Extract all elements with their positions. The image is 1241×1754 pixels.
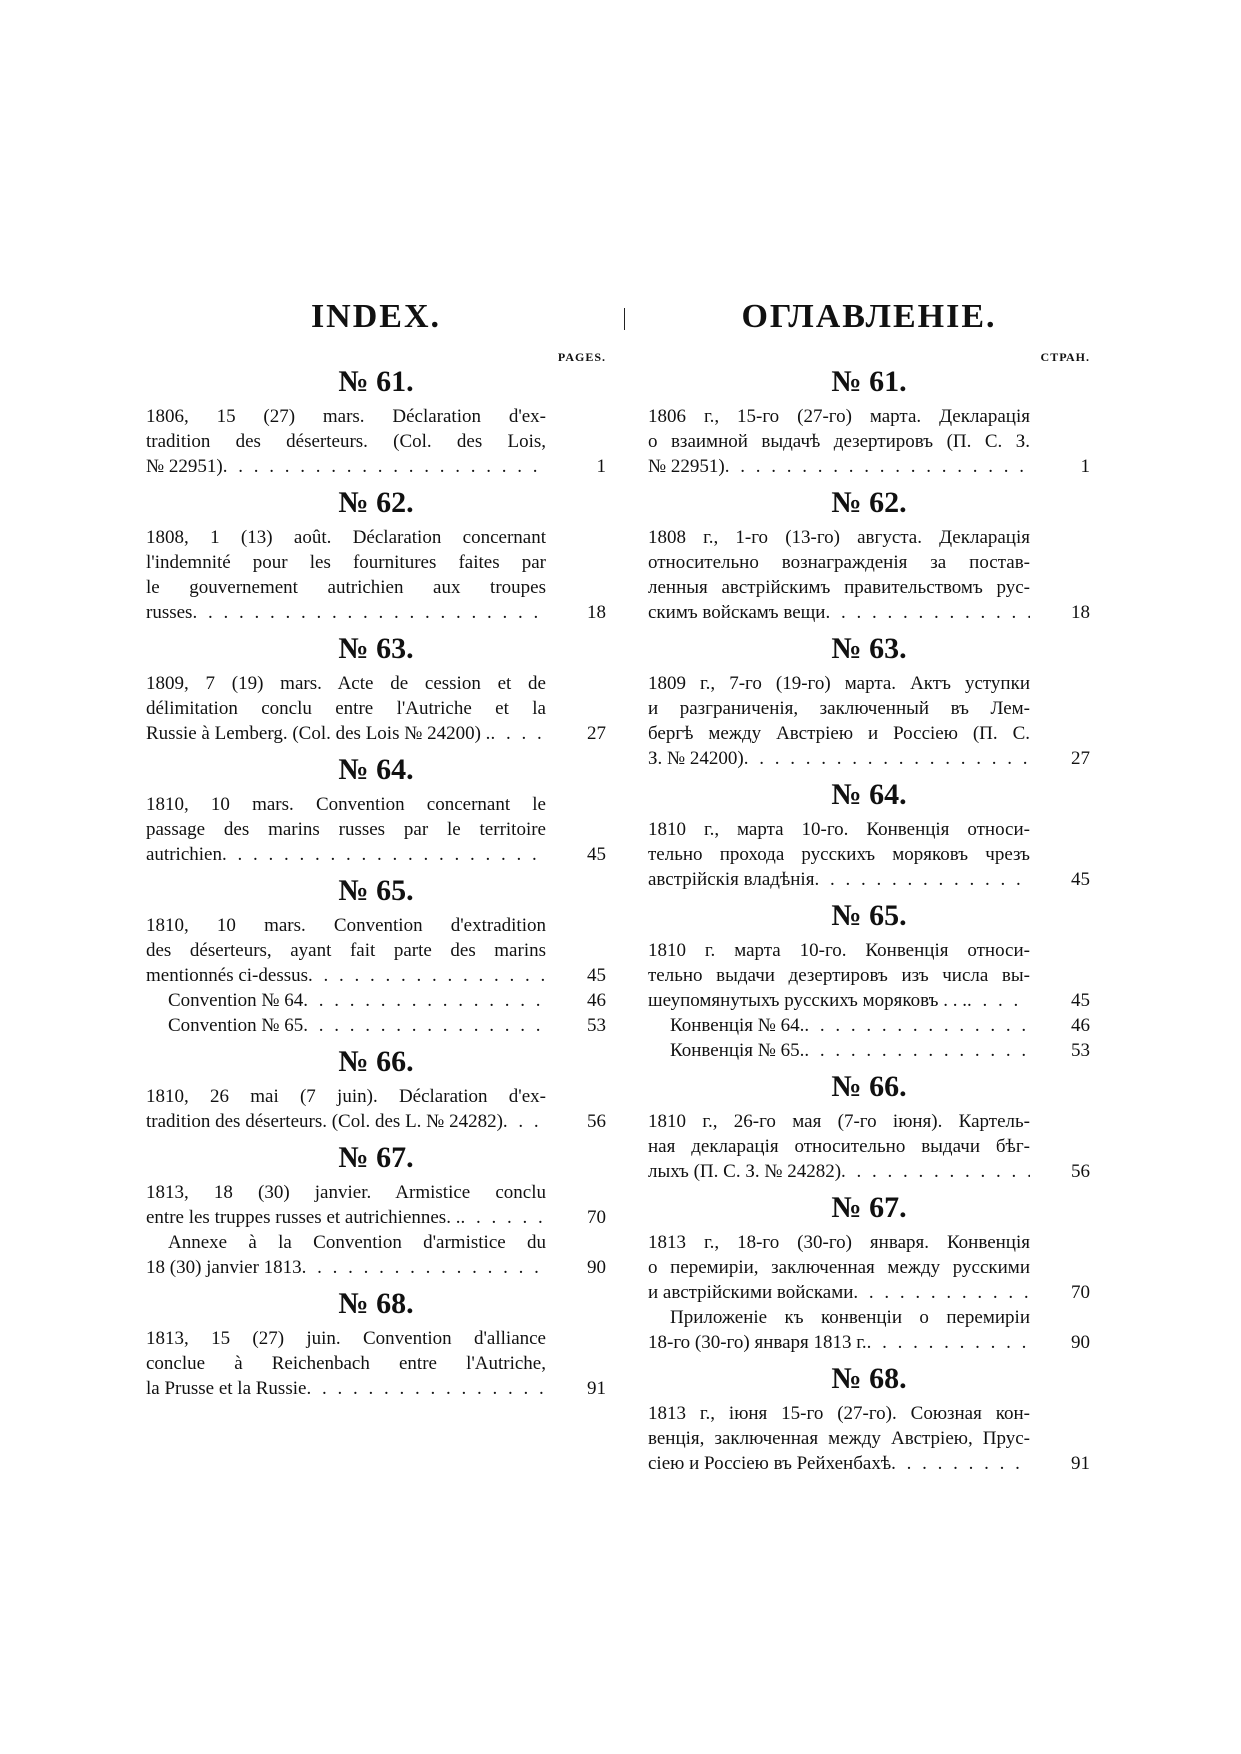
entry-text: лыхъ (П. С. З. № 24282) (648, 1161, 842, 1182)
page-number: 91 (587, 1378, 606, 1399)
entry-number: № 62. (831, 486, 907, 519)
entry-number: № 61. (338, 365, 414, 398)
entry-text: Convention № 64 (168, 990, 304, 1011)
entry-last-line (146, 721, 606, 746)
entry-leader-line (648, 1038, 1030, 1063)
entry-number: № 63. (831, 632, 907, 665)
entry-text: З. № 24200) (648, 748, 744, 769)
entry-line (146, 404, 606, 429)
page-number: 90 (587, 1257, 606, 1278)
entry-last-line (648, 454, 1090, 479)
entry-text: le gouvernement autrichien aux troupes (146, 577, 546, 598)
leader-dots (503, 1109, 546, 1134)
entry-text: тельно прохода русскихъ моряковъ чрезъ (648, 844, 1030, 865)
leader-dots (192, 600, 546, 625)
entry-line (146, 525, 606, 550)
index-entry (146, 913, 606, 1038)
entry-line (648, 429, 1090, 454)
leader-dots (744, 746, 1030, 771)
entry-leader-line (648, 1330, 1030, 1355)
leader-dots (841, 1159, 1030, 1184)
page-number: 70 (1071, 1282, 1090, 1303)
entry-line (648, 1109, 1090, 1134)
entry-text: entre les truppes russes et autrichiennes. . (146, 1207, 461, 1228)
entry-line (648, 696, 1090, 721)
entry-text: 1810, 26 mai (7 juin). Déclaration d'ex- (146, 1086, 546, 1107)
entry-line (146, 938, 606, 963)
entry-last-line (146, 1109, 606, 1134)
entry-last-line (648, 1159, 1090, 1184)
entry-line (146, 1230, 606, 1255)
entry-text: 18 (30) janvier 1813 (146, 1257, 302, 1278)
entry-text: и австрійскими войсками (648, 1282, 854, 1303)
entry-text: Конвенція № 64. (670, 1015, 805, 1036)
entry-leader-line (648, 988, 1030, 1013)
index-entry (648, 525, 1090, 625)
entry-number: № 63. (338, 632, 414, 665)
page-number: 90 (1071, 1332, 1090, 1353)
entry-leader-line (648, 600, 1030, 625)
entry-number: № 66. (831, 1070, 907, 1103)
entry-line (648, 1305, 1090, 1330)
leader-dots (490, 721, 546, 746)
entry-text: Russie à Lemberg. (Col. des Lois № 24200) . (146, 723, 491, 744)
index-entry (146, 1084, 606, 1134)
entry-leader-line (648, 746, 1030, 771)
page-number: 27 (1071, 748, 1090, 769)
entry-text: mentionnés ci-dessus (146, 965, 309, 986)
entry-number: № 68. (831, 1362, 907, 1395)
entry-text: russes (146, 602, 193, 623)
entry-line (146, 1084, 606, 1109)
index-title: INDEX. (310, 298, 442, 335)
entry-leader-line (146, 1376, 546, 1401)
entry-line (648, 963, 1090, 988)
entry-last-line (146, 1013, 606, 1038)
entry-leader-line (648, 1159, 1030, 1184)
entry-number: № 67. (831, 1191, 907, 1224)
index-entry (648, 1230, 1090, 1355)
entry-line (146, 1351, 606, 1376)
entry-text: сіею и Россіею въ Рейхенбахѣ (648, 1453, 892, 1474)
page-number: 1 (1080, 456, 1090, 477)
leader-dots (303, 1013, 546, 1038)
entry-last-line (648, 600, 1090, 625)
entry-number: № 66. (338, 1045, 414, 1078)
entry-last-line (648, 1330, 1090, 1355)
entry-text: и разграниченія, заключенный въ Лем- (648, 698, 1030, 719)
index-entry (146, 1326, 606, 1401)
entry-last-line (146, 1255, 606, 1280)
leader-dots (303, 988, 546, 1013)
entry-text: 1809 г., 7-го (19-го) марта. Актъ уступки (648, 673, 1030, 694)
entry-line (648, 404, 1090, 429)
page-number: 45 (1071, 869, 1090, 890)
entry-text: Convention № 65 (168, 1015, 304, 1036)
entry-last-line (648, 1451, 1090, 1476)
entry-text: о перемиріи, заключенная между русскими (648, 1257, 1030, 1278)
entry-last-line (146, 1205, 606, 1230)
entry-leader-line (146, 600, 546, 625)
entry-text: № 22951) (648, 456, 725, 477)
leader-dots (308, 963, 546, 988)
leader-dots (223, 454, 546, 479)
entry-last-line (648, 988, 1090, 1013)
leader-dots (853, 1280, 1030, 1305)
leader-dots (825, 600, 1030, 625)
index-entry (146, 525, 606, 625)
entry-line (146, 696, 606, 721)
entry-line (146, 913, 606, 938)
entry-text: 1810 г., 26-го мая (7-го іюня). Картель- (648, 1111, 1030, 1132)
entry-line (648, 842, 1090, 867)
entry-text: 1806, 15 (27) mars. Déclaration d'ex- (146, 406, 546, 427)
index-entry (648, 1109, 1090, 1184)
entry-line (648, 550, 1090, 575)
entry-text: 1808 г., 1-го (13-го) августа. Декларація (648, 527, 1030, 548)
entry-text: ленныя австрійскимъ правительствомъ рус- (648, 577, 1030, 598)
index-entry (146, 1180, 606, 1280)
entry-text: l'indemnité pour les fournitures faites par (146, 552, 546, 573)
entry-number: № 65. (338, 874, 414, 907)
entry-text: la Prusse et la Russie (146, 1378, 307, 1399)
entry-text: 1813 г., 18-го (30-го) января. Конвенція (648, 1232, 1030, 1253)
entry-line (648, 817, 1090, 842)
index-entry (146, 404, 606, 479)
entry-leader-line (648, 454, 1030, 479)
index-entry (648, 817, 1090, 892)
entry-line (648, 575, 1090, 600)
entry-text: 1810, 10 mars. Convention d'extradition (146, 915, 546, 936)
page-number: 1 (596, 456, 606, 477)
entry-last-line (648, 1038, 1090, 1063)
entry-last-line (146, 842, 606, 867)
entry-line (648, 721, 1090, 746)
entry-text: венція, заключенная между Австріею, Прус- (648, 1428, 1030, 1449)
page-number: 56 (587, 1111, 606, 1132)
leader-dots (967, 988, 1030, 1013)
entry-line (146, 1326, 606, 1351)
entry-line (648, 1401, 1090, 1426)
entry-text: 18-го (30-го) января 1813 г. (648, 1332, 867, 1353)
entry-text: passage des marins russes par le territoire (146, 819, 546, 840)
entry-leader-line (146, 721, 546, 746)
index-entry (648, 404, 1090, 479)
entry-text: Конвенція № 65. (670, 1040, 805, 1061)
page-number: 18 (587, 602, 606, 623)
entry-text: 1810 г. марта 10-го. Конвенція относи- (648, 940, 1030, 961)
entry-last-line (648, 746, 1090, 771)
entry-last-line (648, 1280, 1090, 1305)
page-number: 56 (1071, 1161, 1090, 1182)
pages-column-label: PAGES. (557, 350, 606, 364)
entry-text: ная декларація относительно выдачи бѣг- (648, 1136, 1030, 1157)
entry-text: тельно выдачи дезертировъ изъ числа вы- (648, 965, 1030, 986)
entry-line (648, 1230, 1090, 1255)
entry-text: скимъ войскамъ вещи (648, 602, 826, 623)
page-number: 45 (587, 844, 606, 865)
page-number: 18 (1071, 602, 1090, 623)
entry-text: Annexe à la Convention d'armistice du (168, 1232, 546, 1253)
index-entry (146, 671, 606, 746)
page-number: 53 (587, 1015, 606, 1036)
entry-last-line (146, 600, 606, 625)
page-number: 91 (1071, 1453, 1090, 1474)
entry-leader-line (146, 1255, 546, 1280)
column-divider (624, 308, 625, 330)
entry-text: conclue à Reichenbach entre l'Autriche, (146, 1353, 546, 1374)
entry-leader-line (146, 988, 546, 1013)
entry-text: 1809, 7 (19) mars. Acte de cession et de (146, 673, 546, 694)
entry-line (146, 671, 606, 696)
index-column-russian (648, 300, 1090, 1482)
index-column-french (146, 300, 606, 1407)
entry-text: Приложеніе къ конвенціи о перемиріи (670, 1307, 1030, 1328)
page-number: 70 (587, 1207, 606, 1228)
page-number: 46 (1071, 1015, 1090, 1036)
entry-leader-line (146, 842, 546, 867)
entry-line (648, 938, 1090, 963)
entry-leader-line (648, 867, 1030, 892)
entry-text: délimitation conclu entre l'Autriche et la (146, 698, 546, 719)
entry-text: № 22951) (146, 456, 223, 477)
entry-text: относительно вознагражденія за постав- (648, 552, 1030, 573)
entry-number: № 64. (831, 778, 907, 811)
leader-dots (804, 1013, 1030, 1038)
entry-line (146, 792, 606, 817)
entry-last-line (648, 1013, 1090, 1038)
entry-leader-line (648, 1013, 1030, 1038)
entry-last-line (146, 454, 606, 479)
entry-leader-line (146, 454, 546, 479)
entry-text: бергѣ между Австріею и Россіею (П. С. (648, 723, 1030, 744)
entry-text: tradition des déserteurs. (Col. des Lois, (146, 431, 546, 452)
leader-dots (804, 1038, 1030, 1063)
entry-number: № 64. (338, 753, 414, 786)
entry-text: autrichien (146, 844, 222, 865)
entry-text: tradition des déserteurs. (Col. des L. № 24282) (146, 1111, 503, 1132)
leader-dots (814, 867, 1030, 892)
index-entry (146, 792, 606, 867)
entry-text: 1808, 1 (13) août. Déclaration concernant (146, 527, 546, 548)
entry-number: № 65. (831, 899, 907, 932)
entry-text: 1810 г., марта 10-го. Конвенція относи- (648, 819, 1030, 840)
entry-text: 1813 г., іюня 15-го (27-го). Союзная кон- (648, 1403, 1030, 1424)
entry-leader-line (648, 1451, 1030, 1476)
entry-last-line (146, 963, 606, 988)
entry-line (146, 550, 606, 575)
index-entry (648, 1401, 1090, 1476)
entry-leader-line (146, 963, 546, 988)
entry-line (648, 525, 1090, 550)
entry-line (146, 1180, 606, 1205)
entry-number: № 62. (338, 486, 414, 519)
entry-last-line (146, 1376, 606, 1401)
page-number: 27 (587, 723, 606, 744)
entry-number: № 61. (831, 365, 907, 398)
entry-leader-line (648, 1280, 1030, 1305)
entry-line (146, 429, 606, 454)
entry-line (648, 1255, 1090, 1280)
leader-dots (867, 1330, 1030, 1355)
leader-dots (725, 454, 1030, 479)
entry-text: 1813, 15 (27) juin. Convention d'alliance (146, 1328, 546, 1349)
entry-line (648, 1426, 1090, 1451)
entry-last-line (648, 867, 1090, 892)
page-number: 53 (1071, 1040, 1090, 1061)
leader-dots (306, 1376, 546, 1401)
page-number: 46 (587, 990, 606, 1011)
leader-dots (222, 842, 546, 867)
entry-text: des déserteurs, ayant fait parte des marins (146, 940, 546, 961)
page-number: 45 (587, 965, 606, 986)
entry-text: 1810, 10 mars. Convention concernant le (146, 794, 546, 815)
entry-text: о взаимной выдачѣ дезертировъ (П. С. З. (648, 431, 1030, 452)
leader-dots (891, 1451, 1030, 1476)
entry-line (146, 575, 606, 600)
entry-line (146, 817, 606, 842)
page-number: 45 (1071, 990, 1090, 1011)
index-title: ОГЛАВЛЕНІЕ. (741, 298, 997, 335)
index-entry (648, 938, 1090, 1063)
entry-text: 1813, 18 (30) janvier. Armistice conclu (146, 1182, 546, 1203)
leader-dots (302, 1255, 546, 1280)
entry-text: шеупомянутыхъ русскихъ моряковъ . . . (648, 990, 967, 1011)
entry-text: австрійскія владѣнія (648, 869, 815, 890)
leader-dots (460, 1205, 546, 1230)
entry-last-line (146, 988, 606, 1013)
entry-line (648, 1134, 1090, 1159)
entry-leader-line (146, 1109, 546, 1134)
entry-line (648, 671, 1090, 696)
pages-column-label: СТРАН. (1040, 350, 1090, 364)
entry-leader-line (146, 1205, 546, 1230)
entry-number: № 67. (338, 1141, 414, 1174)
entry-leader-line (146, 1013, 546, 1038)
entry-text: 1806 г., 15-го (27-го) марта. Декларація (648, 406, 1030, 427)
index-entry (648, 671, 1090, 771)
entry-number: № 68. (338, 1287, 414, 1320)
